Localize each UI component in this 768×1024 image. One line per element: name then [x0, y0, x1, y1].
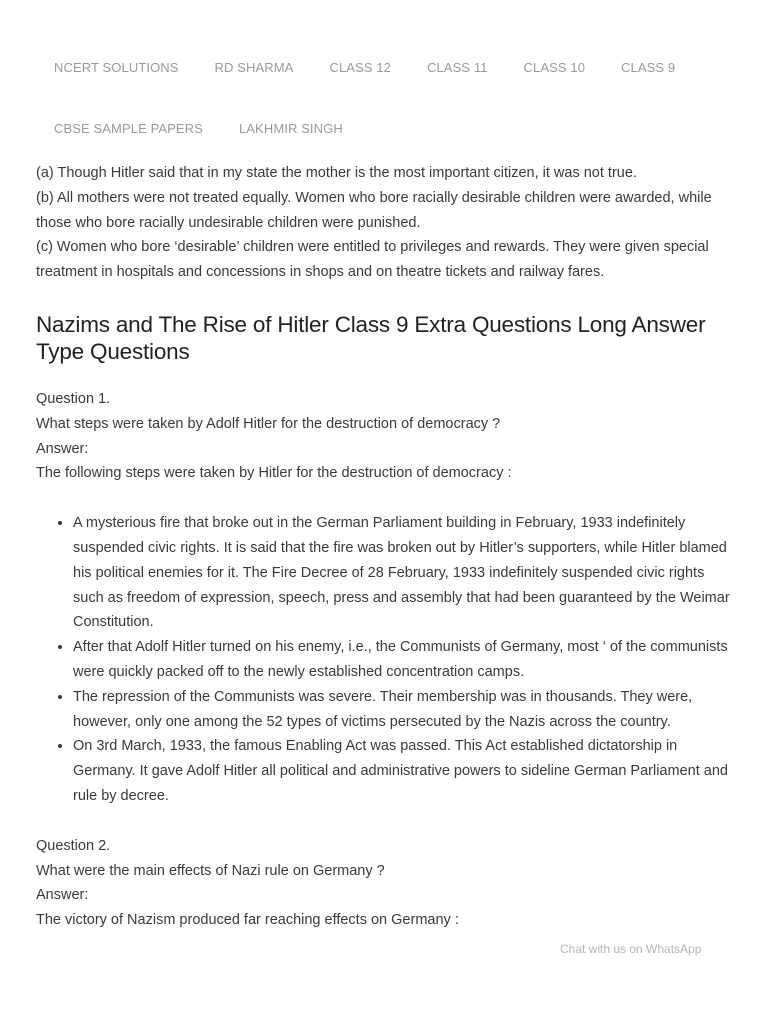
- nav-link-class-11[interactable]: CLASS 11: [426, 59, 488, 75]
- section-heading: Nazims and The Rise of Hitler Class 9 Extra Questions Long Answer Type Questions: [36, 311, 706, 364]
- nav-link-ncert-solutions[interactable]: NCERT SOLUTIONS: [54, 59, 179, 75]
- list-item: • The repression of the Communists was severe. Their membership was in thousands. They were, however, only one among the 52 types of victims persecuted by the Nazis across the country.: [73, 685, 736, 735]
- answer-point-b: (b) All mothers were not treated equally. Women who bore racially desirable children were awarded, while those who bore racially undesirable children were punished.: [36, 189, 712, 231]
- nav-row-2: [36, 118, 361, 138]
- nav-link-class-12[interactable]: CLASS 12: [329, 59, 391, 75]
- question-2-text: What were the main effects of Nazi rule on Germany ?: [36, 862, 385, 879]
- answer-2-intro: The victory of Nazism produced far reaching effects on Germany :: [36, 912, 459, 929]
- spacer: [36, 486, 736, 511]
- answer-1-intro: The following steps were taken by Hitler for the destruction of democracy :: [36, 465, 512, 482]
- answer-2-label: Answer:: [36, 887, 89, 904]
- nav-link-class-10[interactable]: CLASS 10: [523, 59, 586, 75]
- answer-1-bullet-list: [36, 511, 736, 809]
- nav-link-rd-sharma[interactable]: RD SHARMA: [214, 59, 294, 75]
- list-item: • A mysterious fire that broke out in the German Parliament building in February, 1933 indefinitely suspended civic rights. It is said that the fire was broken out by Hitler’s supporters, while Hitler blamed his political enemies for it. The Fire Decree of 28 February, 1933 indefinitely suspended civic rights such as freedom of expression, speech, press and assembly that had been guaranteed by the Weimar Constitution.: [73, 511, 736, 635]
- list-item: • After that Adolf Hitler turned on his enemy, i.e., the Communists of Germany, most ‘ of the communists were quickly packed off to the newly established concentration camps.: [73, 635, 736, 685]
- article-content: [36, 161, 736, 933]
- answer-point-a: (a) Though Hitler said that in my state the mother is the most important citizen, it was not true.: [36, 165, 637, 181]
- answer-point-c: (c) Women who bore ‘desirable’ children were entitled to privileges and rewards. They were given special treatment in hospitals and concessions in shops and on theatre tickets and railway fares.: [36, 239, 709, 281]
- list-item: • On 3rd March, 1933, the famous Enabling Act was passed. This Act established dictatorship in Germany. It gave Adolf Hitler all political and administrative powers to sideline German Parliament and rule by decree.: [73, 734, 736, 808]
- spacer: [36, 809, 736, 834]
- answer-1-label: Answer:: [36, 440, 89, 457]
- question-1-text: What steps were taken by Adolf Hitler for the destruction of democracy ?: [36, 415, 501, 432]
- nav-row-1: [36, 57, 693, 77]
- question-1-label: Question 1.: [36, 390, 111, 407]
- nav-link-cbse-sample-papers[interactable]: CBSE SAMPLE PAPERS: [54, 120, 203, 136]
- whatsapp-chat-link[interactable]: Chat with us on WhatsApp: [560, 942, 702, 956]
- nav-link-lakhmir-singh[interactable]: LAKHMIR SINGH: [238, 120, 343, 136]
- nav-link-class-9[interactable]: CLASS 9: [621, 59, 676, 75]
- question-2-label: Question 2.: [36, 837, 111, 854]
